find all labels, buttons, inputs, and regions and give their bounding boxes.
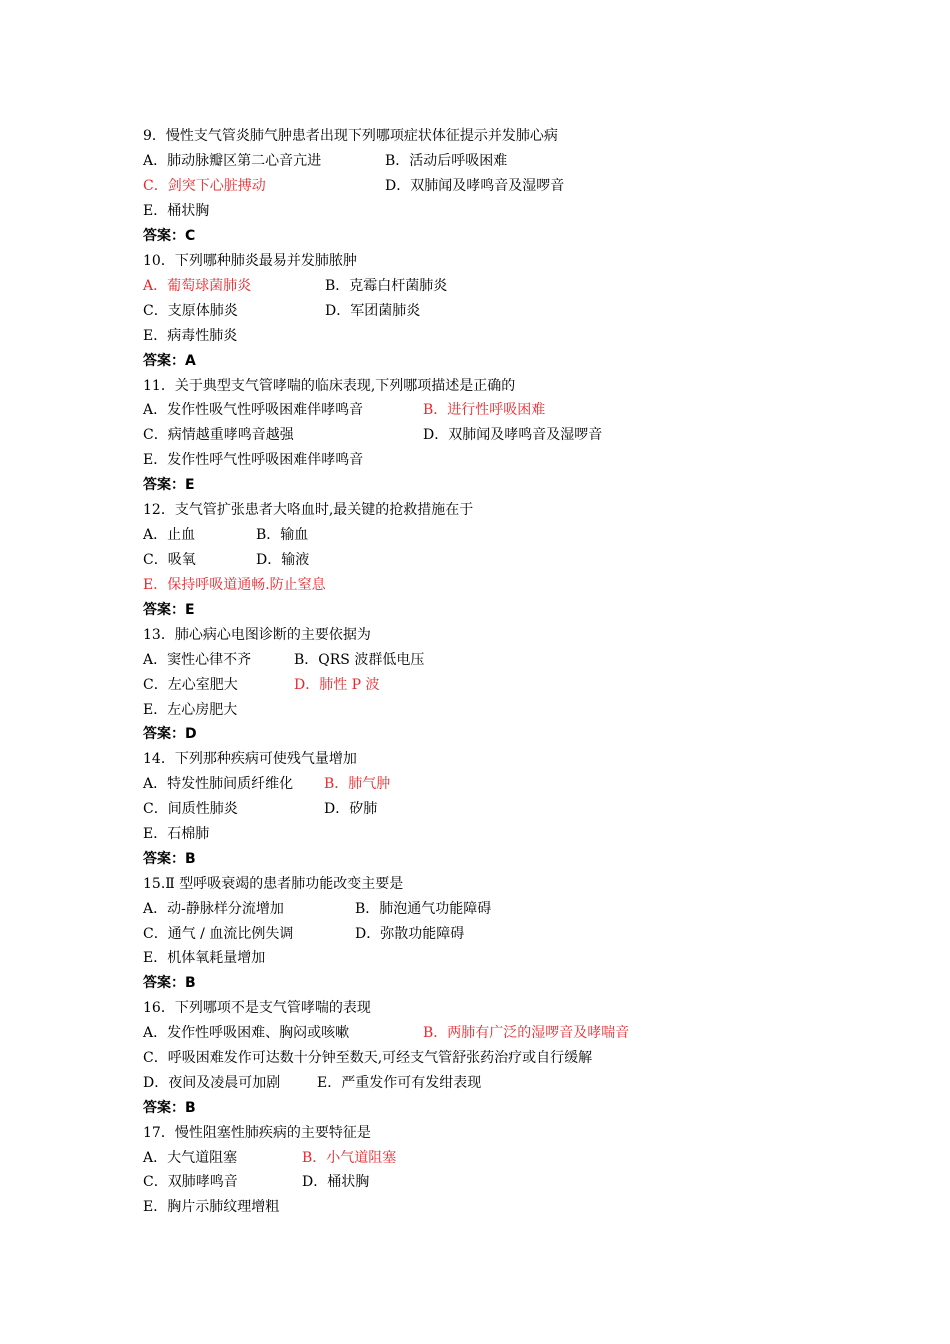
question-14-option-e: E．石棉肺 [143,826,210,842]
question-10-option-a-correct: A．葡萄球菌肺炎 [143,278,252,294]
question-13-stem: 13．肺心病心电图诊断的主要依据为 [143,627,371,643]
question-9-stem: 9．慢性支气管炎肺气肿患者出现下列哪项症状体征提示并发肺心病 [143,128,558,144]
question-17-stem: 17．慢性阻塞性肺疾病的主要特征是 [143,1125,371,1141]
question-9-option-d: D．双肺闻及哮鸣音及湿啰音 [385,178,565,194]
question-9-answer: 答案：C [143,228,196,244]
question-12-option-b: B．输血 [256,527,309,543]
question-12-stem: 12．支气管扩张患者大咯血时,最关键的抢救措施在于 [143,502,474,518]
question-9-option-e: E．桶状胸 [143,203,210,219]
question-15-stem: 15.Ⅱ 型呼吸衰竭的患者肺功能改变主要是 [143,876,404,892]
question-15-option-d: D．弥散功能障碍 [355,926,465,942]
question-10-option-d: D．军团菌肺炎 [325,303,421,319]
question-12-option-e-correct: E．保持呼吸道通畅.防止窒息 [143,577,326,593]
question-11-stem: 11．关于典型支气管哮喘的临床表现,下列哪项描述是正确的 [143,378,516,394]
question-16-option-e: E．严重发作可有发绀表现 [317,1075,482,1091]
question-14-option-b-correct: B．肺气肿 [324,776,391,792]
question-11-option-a: A．发作性吸气性呼吸困难伴哮鸣音 [143,402,364,418]
question-12-option-c: C．吸氧 [143,552,196,568]
question-17-option-a: A．大气道阻塞 [143,1150,238,1166]
question-16-option-d: D．夜间及凌晨可加剧 [143,1075,281,1091]
question-10-stem: 10．下列哪种肺炎最易并发肺脓肿 [143,253,357,269]
question-11-option-e: E．发作性呼气性呼吸困难伴哮鸣音 [143,452,364,468]
question-14-option-a: A．特发性肺间质纤维化 [143,776,294,792]
question-9-option-c-correct: C．剑突下心脏搏动 [143,178,266,194]
question-15-answer: 答案：B [143,975,196,991]
question-10-option-c: C．支原体肺炎 [143,303,238,319]
question-15-option-b: B．肺泡通气功能障碍 [355,901,492,917]
question-16-option-b-correct: B．两肺有广泛的湿啰音及哮喘音 [423,1025,630,1041]
question-11-option-c: C．病情越重哮鸣音越强 [143,427,294,443]
question-13-option-b: B．QRS 波群低电压 [294,652,425,668]
question-17-option-e: E．胸片示肺纹理增粗 [143,1199,280,1215]
question-14-stem: 14．下列那种疾病可使残气量增加 [143,751,357,767]
question-16-answer: 答案：B [143,1100,196,1116]
question-16-stem: 16．下列哪项不是支气管哮喘的表现 [143,1000,371,1016]
question-14-option-c: C．间质性肺炎 [143,801,238,817]
question-13-option-d-correct: D．肺性 P 波 [294,677,380,693]
question-11-option-d: D．双肺闻及哮鸣音及湿啰音 [423,427,603,443]
question-13-option-c: C．左心室肥大 [143,677,238,693]
question-16-option-c: C．呼吸困难发作可达数十分钟至数天,可经支气管舒张药治疗或自行缓解 [143,1050,593,1066]
question-17-option-b-highlighted: B．小气道阻塞 [302,1150,397,1166]
question-10-option-b: B．克霉白杆菌肺炎 [325,278,448,294]
question-15-option-e: E．机体氧耗量增加 [143,950,266,966]
question-13-option-e: E．左心房肥大 [143,702,238,718]
question-11-option-b-highlighted: B．进行性呼吸困难 [423,402,546,418]
question-14-answer: 答案：B [143,851,196,867]
question-13-option-a: A．窦性心律不齐 [143,652,252,668]
question-10-answer: 答案：A [143,353,196,369]
question-9-option-a: A．肺动脉瓣区第二心音亢进 [143,153,322,169]
question-11-answer: 答案：E [143,477,195,493]
question-12-answer: 答案：E [143,602,195,618]
question-10-option-e: E．病毒性肺炎 [143,328,238,344]
question-12-option-d: D．输液 [256,552,310,568]
question-17-option-d: D．桶状胸 [302,1174,370,1190]
question-9-option-b: B．活动后呼吸困难 [385,153,508,169]
question-13-answer: 答案：D [143,726,197,742]
question-16-option-a: A．发作性呼吸困难、胸闷或咳嗽 [143,1025,350,1041]
question-17-option-c: C．双肺哮鸣音 [143,1174,238,1190]
question-14-option-d: D．矽肺 [324,801,378,817]
question-12-option-a: A．止血 [143,527,196,543]
question-15-option-c: C．通气 / 血流比例失调 [143,926,294,942]
question-15-option-a: A．动-静脉样分流增加 [143,901,284,917]
